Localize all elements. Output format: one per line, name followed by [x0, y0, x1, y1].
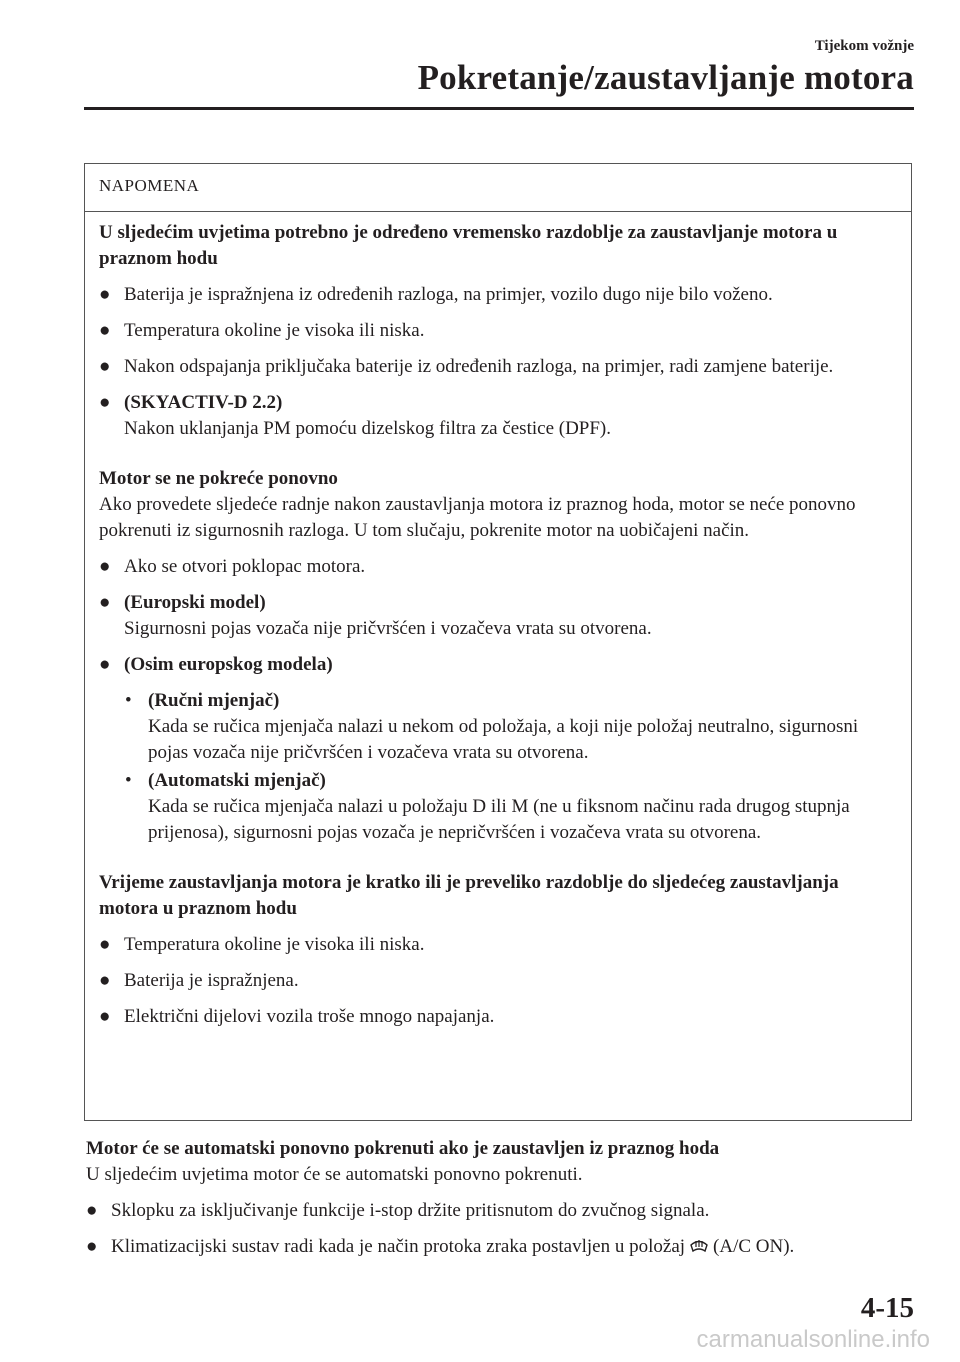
- list-item: ● (SKYACTIV-D 2.2) Nakon uklanjanja PM pomoću dizelskog filtra za čestice (DPF).: [99, 392, 612, 439]
- note-heading-idle-stop-time: U sljedećim uvjetima potrebno je određeno vremensko razdoblje za zaustavljanje motora u praznom hodu: [99, 222, 838, 269]
- list-item: ● (Europski model) Sigurnosni pojas vozača nije pričvršćen i vozačeva vrata su otvorena.: [99, 592, 652, 639]
- restart-heading: Motor će se automatski ponovno pokrenuti ako je zaustavljen iz praznog hoda: [86, 1138, 720, 1159]
- list-item: ● Temperatura okoline je visoka ili niska.: [99, 318, 901, 344]
- list-item: ● Temperatura okoline je visoka ili niska.: [99, 932, 901, 958]
- bullet-icon: ●: [99, 284, 111, 305]
- restart-section: [86, 1136, 916, 1262]
- bullet-icon: ●: [99, 556, 111, 577]
- list-item: ● (Osim europskog modela): [99, 652, 901, 678]
- windshield-defroster-icon: [689, 1236, 709, 1262]
- bullet-icon: ●: [99, 1006, 111, 1027]
- list-item: ● Klimatizacijski sustav radi kada je način protoka zraka postavljen u položaj (A/C ON).: [86, 1234, 916, 1262]
- bullet-icon: ●: [99, 392, 111, 413]
- restart-intro: U sljedećim uvjetima motor će se automatski ponovno pokrenuti.: [86, 1164, 583, 1185]
- header-section: Tijekom vožnje: [814, 38, 914, 54]
- list-item: ● Električni dijelovi vozila troše mnogo napajanja.: [99, 1004, 901, 1030]
- note-label: NAPOMENA: [85, 164, 911, 212]
- list-item: ● Sklopku za isključivanje funkcije i-stop držite pritisnutom do zvučnog signala.: [86, 1198, 916, 1224]
- bullet-icon: ●: [99, 970, 111, 991]
- sub-list-item: • (Automatski mjenjač) Kada se ručica mjenjača nalazi u položaju D ili M (ne u fiksnom načinu rada drugog stupnja prijenosa), sigurnosni pojas vozača je nepričvršćen i vozačeva vrata su otvorena.: [125, 770, 850, 843]
- note-body: [85, 212, 911, 1030]
- header-rule: [84, 107, 914, 110]
- list-item: ● Baterija je ispražnjena.: [99, 968, 901, 994]
- note-paragraph: Ako provedete sljedeće radnje nakon zaustavljanja motora iz praznog hoda, motor se neće ponovno pokrenuti iz sigurnosnih razloga. U tom slučaju, pokrenite motor na uobičajeni način.: [99, 494, 856, 541]
- sub-bullet-icon: •: [125, 770, 132, 791]
- page-title: Pokretanje/zaustavljanje motora: [417, 58, 914, 97]
- note-heading-no-restart: Motor se ne pokreće ponovno: [99, 468, 338, 489]
- list-item: ● Nakon odspajanja priključaka baterije iz određenih razloga, na primjer, radi zamjene baterije.: [99, 354, 901, 380]
- bullet-icon: ●: [99, 320, 111, 341]
- sub-list-item: • (Ručni mjenjač) Kada se ručica mjenjača nalazi u nekom od položaja, a koji nije položaj neutralno, sigurnosni pojas vozača nije pričvršćen i vozačeva vrata su otvorena.: [125, 690, 859, 763]
- bullet-icon: ●: [86, 1200, 98, 1221]
- page-number: 4-15: [860, 1292, 914, 1324]
- bullet-icon: ●: [86, 1236, 98, 1257]
- watermark: carmanualsonline.info: [696, 1326, 930, 1353]
- sub-bullet-icon: •: [125, 690, 132, 711]
- bullet-icon: ●: [99, 592, 111, 613]
- list-item: ● Ako se otvori poklopac motora.: [99, 554, 901, 580]
- note-box: [84, 163, 912, 1121]
- bullet-icon: ●: [99, 934, 111, 955]
- bullet-icon: ●: [99, 356, 111, 377]
- bullet-icon: ●: [99, 654, 111, 675]
- note-heading-short-stop: Vrijeme zaustavljanja motora je kratko ili je preveliko razdoblje do sljedećeg zaustavljanja motora u praznom hodu: [99, 872, 839, 919]
- list-item: ● Baterija je ispražnjena iz određenih razloga, na primjer, vozilo dugo nije bilo voženo.: [99, 282, 901, 308]
